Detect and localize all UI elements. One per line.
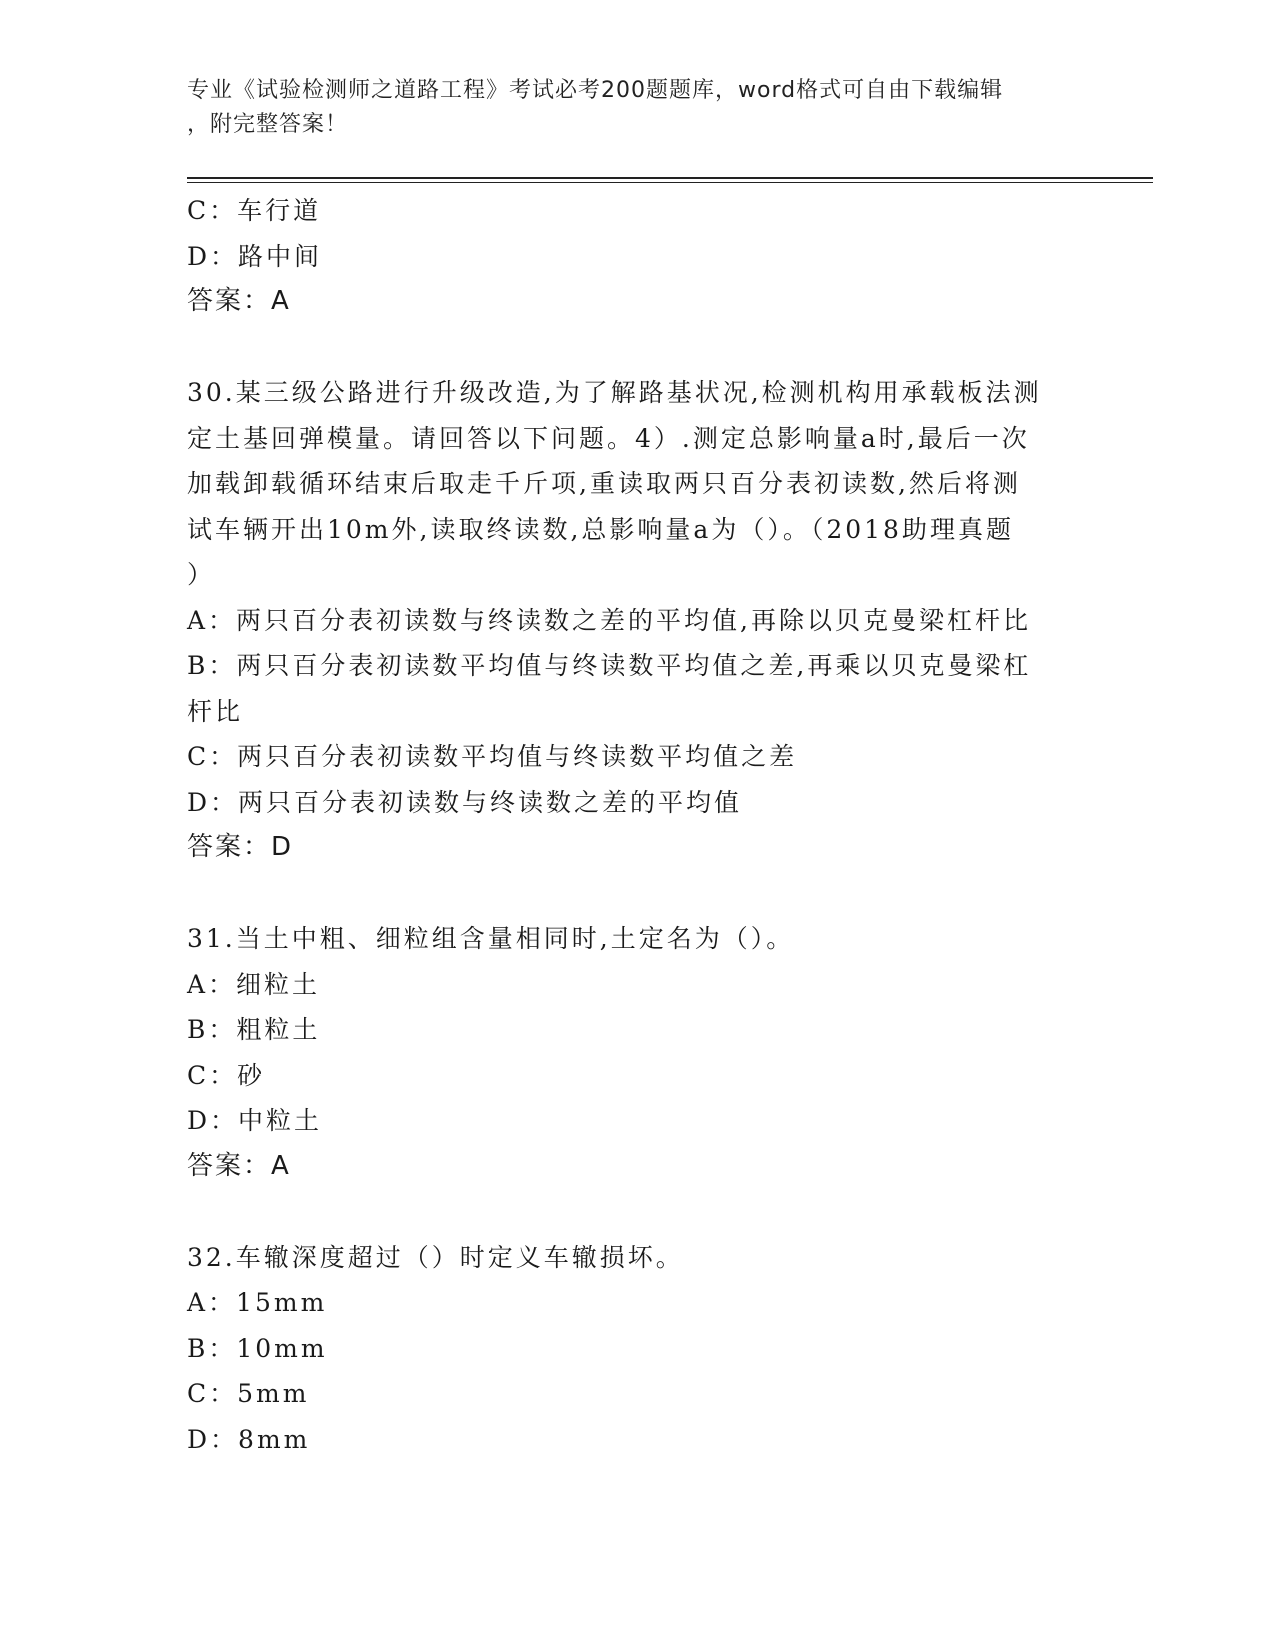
option-a: A：细粒土 [187, 969, 321, 999]
question-list [187, 188, 1087, 1462]
option-d: D：中粒土 [187, 1106, 323, 1135]
option-b: B：10mm [187, 1333, 328, 1363]
spacer [187, 325, 1087, 371]
question-30 [187, 370, 1087, 871]
option-b-continued: 杆比 [187, 696, 244, 726]
option-c: C：车行道 [187, 196, 322, 225]
header-line-2: ，附完整答案！ [187, 112, 349, 137]
answer-line: 答案：A [187, 1150, 291, 1181]
spacer [187, 1189, 1087, 1235]
option-c: C：砂 [187, 1060, 266, 1090]
question-stem: 加载卸载循环结束后取走千斤项,重读取两只百分表初读数,然后将测 [187, 469, 1021, 498]
spacer [187, 871, 1087, 917]
option-d: D：8mm [187, 1424, 311, 1454]
option-d: D：两只百分表初读数与终读数之差的平均值 [187, 787, 743, 817]
header-rule-thin [187, 182, 1153, 183]
answer-line: 答案：D [187, 832, 294, 862]
question-stem: 30.某三级公路进行升级改造,为了解路基状况,检测机构用承载板法测 [187, 378, 1042, 407]
answer-line: 答案：A [187, 286, 291, 316]
question-29-tail [187, 188, 1087, 325]
question-stem: 试车辆开出10m外,读取终读数,总影响量a为（）。（2018助理真题 [187, 514, 1014, 544]
option-a: A：15mm [187, 1288, 328, 1317]
option-d: D：路中间 [187, 241, 323, 271]
option-a: A：两只百分表初读数与终读数之差的平均值,再除以贝克曼梁杠杆比 [187, 605, 1032, 635]
option-b: B：粗粒土 [187, 1015, 321, 1044]
header-rule-thick [187, 177, 1153, 179]
question-stem: 32.车辙深度超过（）时定义车辙损坏。 [187, 1242, 684, 1272]
option-c: C：5mm [187, 1379, 310, 1408]
question-stem: ） [187, 560, 216, 589]
question-stem: 31.当土中粗、细粒组含量相同时,土定名为（）。 [187, 924, 795, 953]
question-stem: 定土基回弹模量。请回答以下问题。4）.测定总影响量a时,最后一次 [187, 423, 1030, 453]
question-32 [187, 1235, 1087, 1463]
option-b: B：两只百分表初读数平均值与终读数平均值之差,再乘以贝克曼梁杠 [187, 651, 1032, 680]
question-31 [187, 916, 1087, 1189]
page-header [187, 74, 1067, 142]
option-c: C：两只百分表初读数平均值与终读数平均值之差 [187, 742, 798, 771]
header-line-1: 专业《试验检测师之道路工程》考试必考200题题库，word格式可自由下载编辑 [187, 78, 1004, 103]
